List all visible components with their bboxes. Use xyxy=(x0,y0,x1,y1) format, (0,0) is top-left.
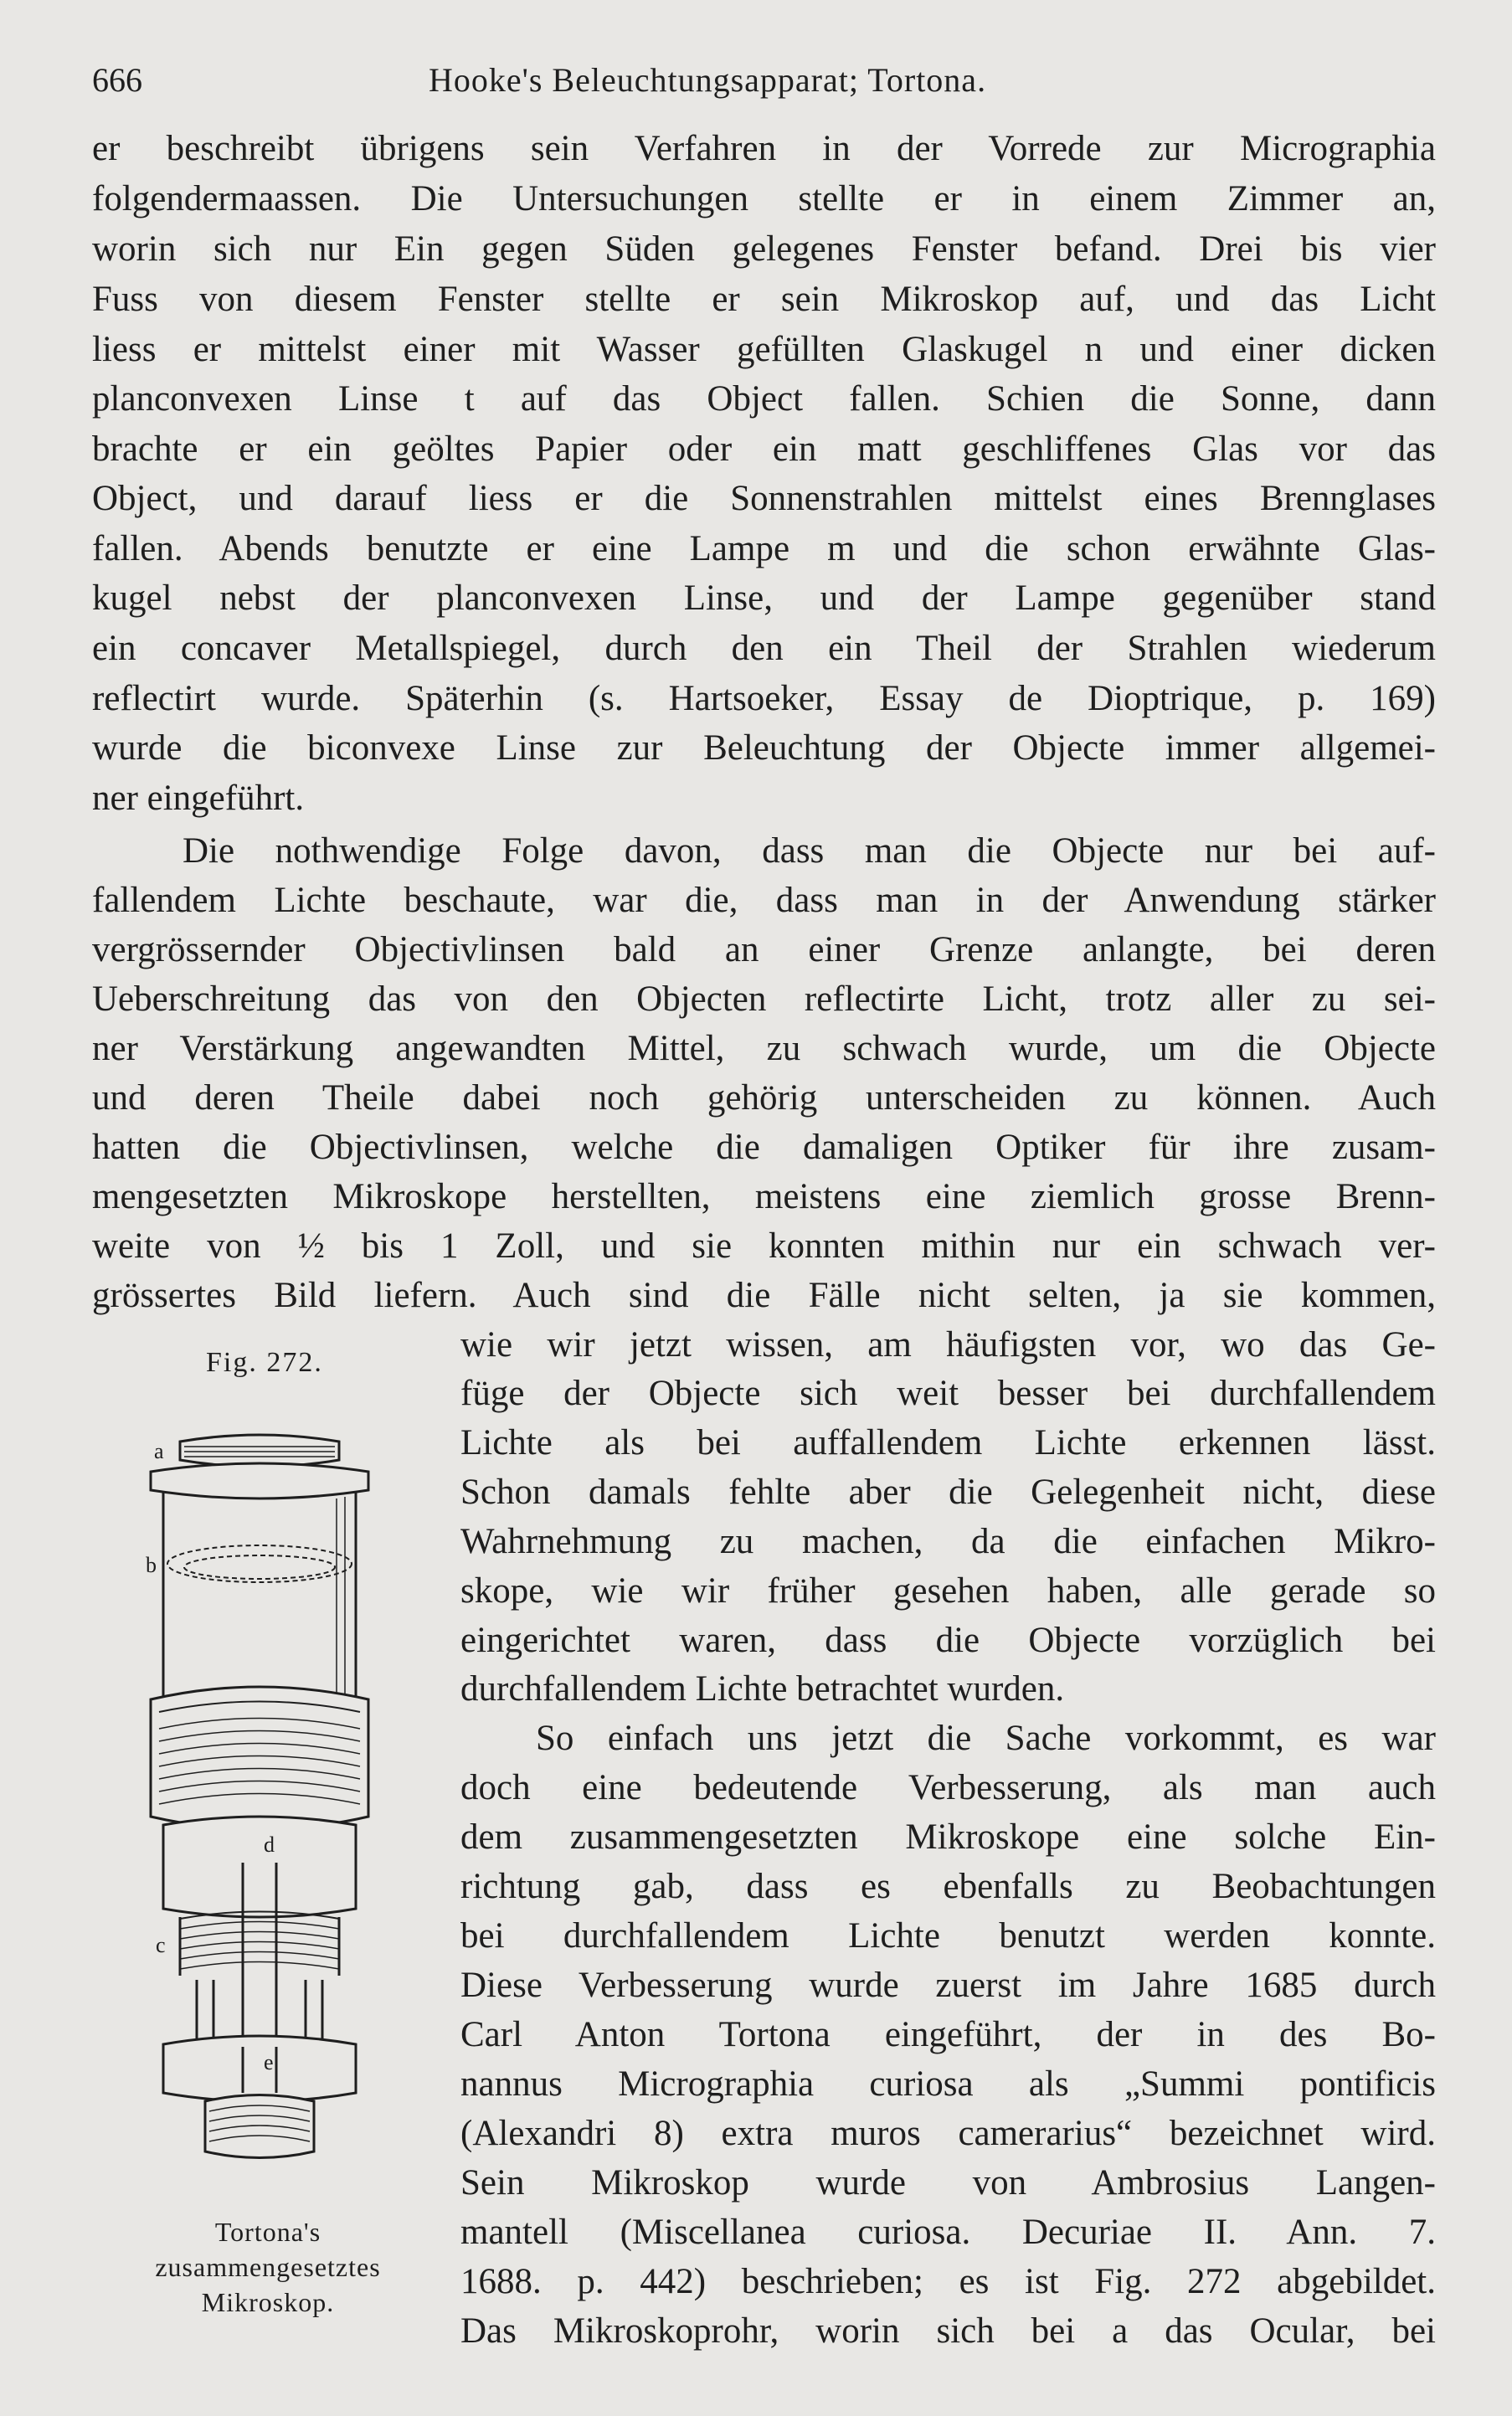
text-line: fallen. Abends benutzte er eine Lampe m und die schon erwähnte Glas- xyxy=(92,529,1436,568)
threaded-section xyxy=(151,1687,368,1829)
threaded-section-c xyxy=(180,1912,339,1976)
text-line: Lichte als bei auffallendem Lichte erkennen lässt. xyxy=(460,1423,1436,1462)
text-line: wie wir jetzt wissen, am häufigsten vor, wo das Ge- xyxy=(460,1325,1436,1365)
text-line: doch eine bedeutende Verbesserung, als man auch xyxy=(460,1768,1436,1807)
text-line: planconvexen Linse t auf das Object fallen. Schien die Sonne, dann xyxy=(92,379,1436,419)
caption-line: zusammengesetztes xyxy=(155,2252,381,2282)
figure-label: Fig. 272. xyxy=(206,1347,323,1378)
text-line: eingerichtet waren, dass die Objecte vorzüglich bei xyxy=(460,1621,1436,1660)
text-line: Diese Verbesserung wurde zuerst im Jahre 1685 durch xyxy=(460,1966,1436,2005)
text-line: (Alexandri 8) extra muros camerarius“ bezeichnet wird. xyxy=(460,2114,1436,2153)
text-line: durchfallendem Lichte betrachtet wurden. xyxy=(460,1669,1065,1709)
text-line: dem zusammengesetzten Mikroskope eine solche Ein- xyxy=(460,1817,1436,1857)
text-line: Carl Anton Tortona eingeführt, der in des Bo- xyxy=(460,2015,1436,2054)
text-line: Wahrnehmung zu machen, da die einfachen Mikro- xyxy=(460,1522,1436,1561)
caption-line: Tortona's xyxy=(214,2217,321,2247)
text-line: ner Verstärkung angewandten Mittel, zu schwach wurde, um die Objecte xyxy=(92,1029,1436,1068)
text-line: reflectirt wurde. Späterhin (s. Hartsoeker, Essay de Dioptrique, p. 169) xyxy=(92,679,1436,718)
text-line: Object, und darauf liess er die Sonnenstrahlen mittelst eines Brennglases xyxy=(92,479,1436,518)
stage-pillars xyxy=(197,1980,322,2043)
text-line: richtung gab, dass es ebenfalls zu Beobachtungen xyxy=(460,1867,1436,1906)
running-title: Hooke's Beleuchtungsapparat; Tortona. xyxy=(429,61,987,99)
caption-line: Mikroskop. xyxy=(201,2287,335,2317)
text-line: Schon damals fehlte aber die Gelegenheit nicht, diese xyxy=(460,1473,1436,1512)
upper-tube xyxy=(163,1492,356,1699)
text-line: 1688. p. 442) beschrieben; es ist Fig. 272 abgebildet. xyxy=(460,2262,1436,2301)
figure-letter-a: a xyxy=(154,1439,164,1463)
text-line: füge der Objecte sich weit besser bei durchfallendem xyxy=(460,1374,1436,1413)
text-line: vergrössernder Objectivlinsen bald an einer Grenze anlangte, bei deren xyxy=(92,930,1436,969)
text-line: Das Mikroskoprohr, worin sich bei a das Ocular, bei xyxy=(460,2311,1436,2351)
text-line: Ueberschreitung das von den Objecten reflectirte Licht, trotz aller zu sei- xyxy=(92,979,1436,1019)
objective-lens xyxy=(205,2095,314,2158)
text-line: bei durchfallendem Lichte benutzt werden konnte. xyxy=(460,1916,1436,1956)
text-line: grössertes Bild liefern. Auch sind die Fälle nicht selten, ja sie kommen, xyxy=(92,1276,1436,1315)
text-line: ner eingeführt. xyxy=(92,779,305,818)
text-line: nannus Micrographia curiosa als „Summi pontificis xyxy=(460,2064,1436,2104)
figure-letter-b: b xyxy=(146,1553,157,1577)
text-line: So einfach uns jetzt die Sache vorkommt, es war xyxy=(536,1719,1436,1758)
text-line: kugel nebst der planconvexen Linse, und der Lampe gegenüber stand xyxy=(92,578,1436,618)
text-line: er beschreibt übrigens sein Verfahren in der Vorrede zur Micrographia xyxy=(92,129,1436,168)
text-line: weite von ½ bis 1 Zoll, und sie konnten mithin nur ein schwach ver- xyxy=(92,1226,1436,1266)
figure-letter-c: c xyxy=(156,1933,166,1957)
text-line: hatten die Objectivlinsen, welche die damaligen Optiker für ihre zusam- xyxy=(92,1128,1436,1167)
page-number: 666 xyxy=(92,61,142,99)
stage-e xyxy=(163,2036,356,2101)
page-header xyxy=(92,60,1432,111)
text-line: liess er mittelst einer mit Wasser gefüllten Glaskugel n und einer dicken xyxy=(92,330,1436,369)
text-line: worin sich nur Ein gegen Süden gelegenes Fenster befand. Drei bis vier xyxy=(92,229,1436,269)
text-line: fallendem Lichte beschaute, war die, dass man in der Anwendung stärker xyxy=(92,881,1436,920)
text-line: mantell (Miscellanea curiosa. Decuriae II. Ann. 7. xyxy=(460,2213,1436,2252)
eyepiece-cap xyxy=(151,1435,368,1498)
text-line: Fuss von diesem Fenster stellte er sein Mikroskop auf, und das Licht xyxy=(92,280,1436,319)
text-line: brachte er ein geöltes Papier oder ein matt geschliffenes Glas vor das xyxy=(92,429,1436,469)
figure-letter-e: e xyxy=(264,2050,274,2074)
text-line: folgendermaassen. Die Untersuchungen stellte er in einem Zimmer an, xyxy=(92,179,1436,218)
text-line: und deren Theile dabei noch gehörig unterscheiden zu können. Auch xyxy=(92,1078,1436,1118)
figure-caption xyxy=(117,2214,419,2320)
microscope-illustration xyxy=(126,1423,402,2177)
text-line: skope, wie wir früher gesehen haben, alle gerade so xyxy=(460,1571,1436,1611)
text-line: Sein Mikroskop wurde von Ambrosius Langen- xyxy=(460,2163,1436,2203)
text-line: ein concaver Metallspiegel, durch den ein Theil der Strahlen wiederum xyxy=(92,629,1436,668)
text-line: Die nothwendige Folge davon, dass man die Objecte nur bei auf- xyxy=(183,831,1436,871)
text-line: wurde die biconvexe Linse zur Beleuchtung der Objecte immer allgemei- xyxy=(92,728,1436,768)
text-line: mengesetzten Mikroskope herstellten, meistens eine ziemlich grosse Brenn- xyxy=(92,1177,1436,1216)
figure-letter-d: d xyxy=(264,1833,275,1857)
